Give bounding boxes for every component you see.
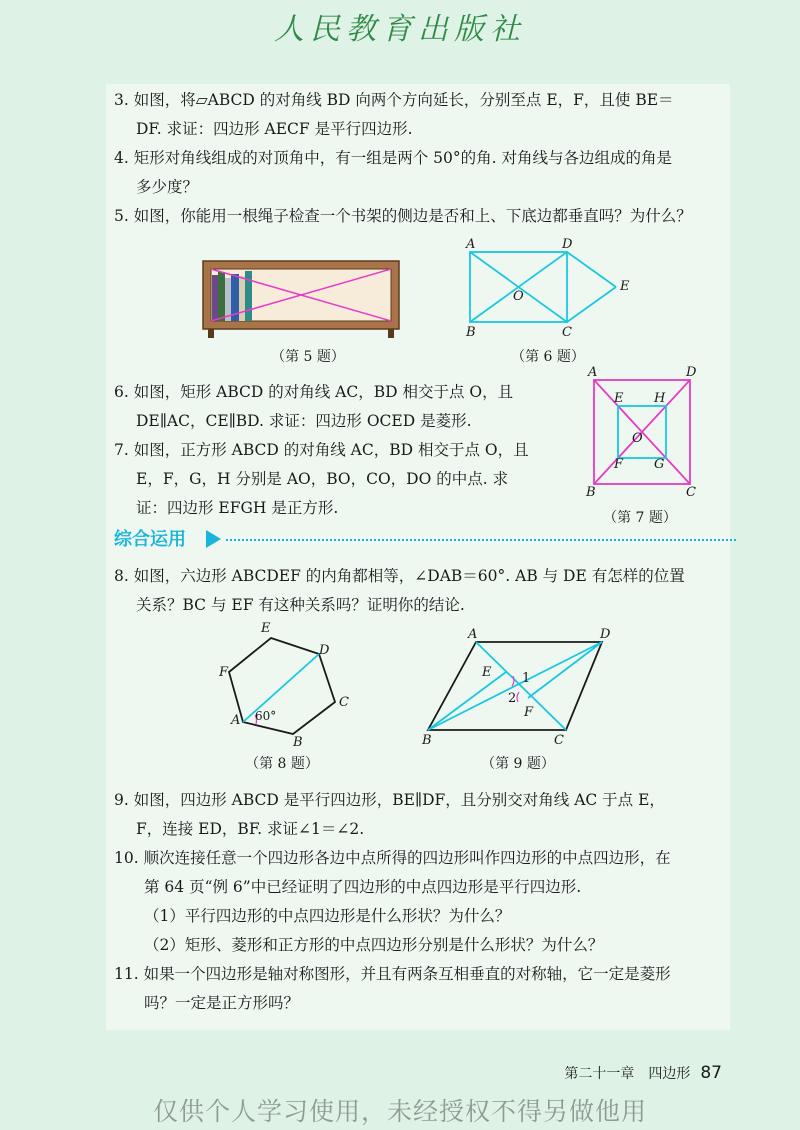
question-9-line2: F，连接 ED，BF. 求证∠1＝∠2. [136,820,365,838]
question-6-line1: 6. 如图，矩形 ABCD 的对角线 AC，BD 相交于点 O，且 [114,383,514,401]
question-11 [114,960,671,1018]
fig6-label-D: D [562,237,573,252]
question-7 [114,436,529,523]
question-7-line2: E，F，G，H 分别是 AO，BO，CO，DO 的中点. 求 [136,470,509,488]
fig6-label-E: E [620,279,630,294]
question-5 [114,202,692,231]
fig7-label-O: O [632,431,643,446]
figure-8-hexagon [215,620,355,750]
question-7-line3: 证：四边形 EFGH 是正方形. [136,499,339,517]
fig9-label-angle-1: 1 [522,671,531,686]
fig9-label-F: F [524,705,534,720]
question-10-line3: （1）平行四边形的中点四边形是什么形状？为什么？ [144,907,511,925]
question-3 [114,86,674,144]
question-6 [114,378,513,436]
question-4-line1: 4. 矩形对角线组成的对顶角中，有一组是两个 50°的角. 对角线与各边组成的角是 [114,149,672,167]
question-9-line1: 9. 如图，四边形 ABCD 是平行四边形，BE∥DF，且分别交对角线 AC 于点 E， [114,791,665,809]
question-11-line2: 吗？一定是正方形吗？ [144,994,300,1012]
fig6-label-A: A [466,237,476,252]
fig8-label-F: F [219,665,229,680]
question-3-line2: DF. 求证：四边形 AECF 是平行四边形. [136,120,413,138]
figure-8-caption: （第 8 题） [245,756,319,772]
fig7-label-D: D [686,365,697,380]
figure-7-caption: （第 7 题） [603,510,677,526]
question-10 [114,844,671,960]
question-7-line1: 7. 如图，正方形 ABCD 的对角线 AC，BD 相交于点 O，且 [114,441,529,459]
fig6-label-C: C [562,325,572,340]
question-8-line2: 关系？BC 与 EF 有这种关系吗？证明你的结论. [136,596,465,614]
fig6-label-O: O [513,289,524,304]
fig7-label-E: E [614,391,624,406]
fig7-label-F: F [614,457,624,472]
question-4 [114,144,672,202]
question-11-line1: 11. 如果一个四边形是轴对称图形，并且有两条互相垂直的对称轴，它一定是菱形 [114,965,671,983]
fig9-label-angle-2: 2 [508,691,517,706]
question-4-line2: 多少度？ [136,178,199,196]
fig7-label-C: C [686,485,696,500]
question-6-line2: DE∥AC，CE∥BD. 求证：四边形 OCED 是菱形. [136,412,472,430]
fig9-label-C: C [554,733,564,748]
question-3-line1: 3. 如图，将▱ABCD 的对角线 BD 向两个方向延长，分别至点 E，F，且使 BE＝ [114,91,674,109]
figure-7-square [580,364,700,500]
fig8-angle-label: 60° [255,709,277,723]
fig8-label-D: D [319,643,330,658]
fig7-label-G: G [654,457,665,472]
fig9-label-D: D [600,627,611,642]
figure-9-caption: （第 9 题） [481,756,555,772]
figure-9-parallelogram [418,624,628,748]
question-10-line4: （2）矩形、菱形和正方形的中点四边形分别是什么形状？为什么？ [144,936,604,954]
question-5-line1: 5. 如图，你能用一根绳子检查一个书架的侧边是否和上、下底边都垂直吗？为什么？ [114,207,692,225]
question-8-line1: 8. 如图，六边形 ABCDEF 的内角都相等，∠DAB＝60°. AB 与 DE 有怎样的位置 [114,567,685,585]
question-10-line2: 第 64 页“例 6”中已经证明了四边形的中点四边形是平行四边形. [144,878,582,896]
figure-5-caption: （第 5 题） [271,349,345,365]
fig8-label-A: A [231,713,241,728]
fig8-label-E: E [261,621,271,636]
watermark: 仅供个人学习使用，未经授权不得另做他用 [152,1097,647,1126]
page-footer [564,1063,722,1083]
figure-5-bookshelf [200,258,405,343]
figure-6-rectangle [458,236,638,340]
fig7-label-A: A [588,365,598,380]
page-number: 87 [700,1063,722,1083]
fig8-label-C: C [339,695,349,710]
section-comprehensive [114,525,739,555]
section-divider [226,539,736,541]
question-10-line1: 10. 顺次连接任意一个四边形各边中点所得的四边形叫作四边形的中点四边形，在 [114,849,671,867]
fig7-label-H: H [654,391,666,406]
section-title: 综合运用 [114,529,186,550]
question-9 [114,786,665,844]
section-arrow-icon [206,530,221,548]
fig7-label-B: B [586,485,596,500]
fig9-label-B: B [422,733,432,748]
fig9-label-E: E [482,665,492,680]
publisher-logo: 人民教育出版社 [274,12,526,47]
question-8 [114,562,685,620]
fig9-label-A: A [468,627,478,642]
fig8-label-B: B [293,735,303,750]
fig6-label-B: B [466,325,476,340]
chapter-title: 第二十一章 四边形 [564,1066,691,1082]
figure-6-caption: （第 6 题） [511,349,585,365]
